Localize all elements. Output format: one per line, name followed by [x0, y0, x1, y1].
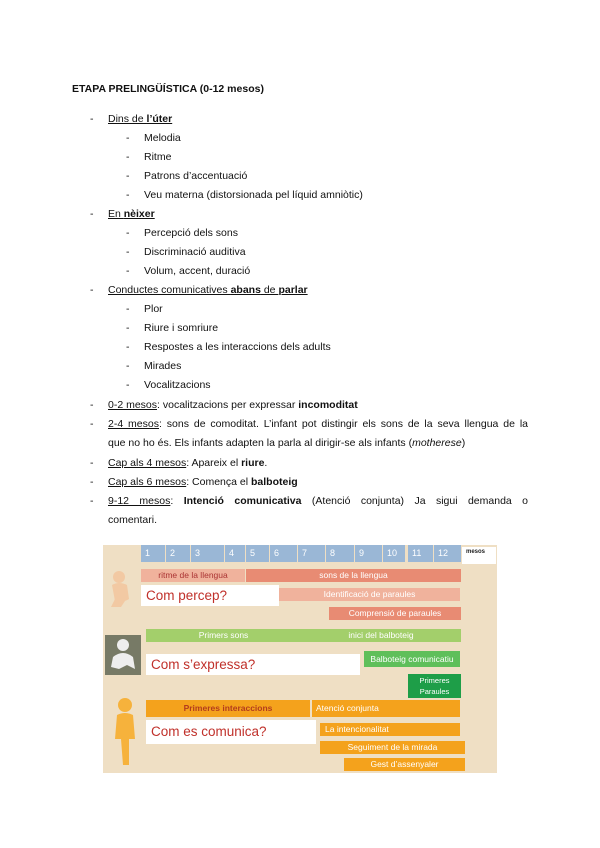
list-item: Respostes a les interaccions dels adults: [144, 341, 331, 353]
question-com-es-comunica: Com es comunica?: [146, 720, 316, 744]
list-item: Melodia: [144, 132, 181, 144]
month-label: 11: [408, 545, 433, 562]
list-item: Ritme: [144, 151, 172, 163]
month-label: 2: [166, 545, 190, 562]
bullet-2-4-line1: 2-4 mesos: sons de comoditat. L’infant pot distingir els sons de la seva llengua de la: [108, 418, 528, 430]
question-com-percep: Com percep?: [141, 585, 279, 606]
month-label: 4: [225, 545, 245, 562]
bullet-6-mesos: Cap als 6 mesos: Comença el balboteig: [108, 476, 298, 488]
month-label: 5: [246, 545, 269, 562]
month-label: 10: [383, 545, 405, 562]
list-item: Plor: [144, 303, 163, 315]
month-label: 1: [141, 545, 165, 562]
month-label: 6: [270, 545, 297, 562]
bar-comprensio-paraules: Comprensió de paraules: [329, 607, 461, 620]
list-item: Percepció dels sons: [144, 227, 238, 239]
bar-inici-balboteig: inici del balboteig: [301, 629, 461, 642]
bar-primers-sons: Primers sons: [146, 629, 301, 642]
page-title: ETAPA PRELINGÜÍSTICA (0-12 mesos): [72, 83, 264, 95]
bar-primeres-interaccions: Primeres interaccions: [146, 700, 310, 717]
month-label: 9: [355, 545, 382, 562]
list-item: Volum, accent, duració: [144, 265, 251, 277]
section-heading: Conductes comunicatives abans de parlar: [108, 284, 308, 296]
months-axis-label: mesos: [466, 549, 486, 555]
month-label: 12: [434, 545, 461, 562]
bullet-9-12-line2: comentari.: [108, 514, 158, 526]
bullet-0-2: 0-2 mesos: vocalitzacions per expressar incomoditat: [108, 399, 358, 411]
month-label: 8: [326, 545, 354, 562]
section-heading: En nèixer: [108, 208, 155, 220]
development-timeline-figure: [103, 545, 497, 773]
bullet-2-4-line2: que no ho és. Els infants adapten la parla al dirigir-se als infants (motherese): [108, 437, 466, 449]
toddler-standing-icon: [111, 695, 141, 769]
list-item: Mirades: [144, 360, 182, 372]
bar-primeres-paraules: Primeres Paraules: [408, 674, 461, 698]
bar-atencio-conjunta: Atenció conjunta: [312, 700, 460, 717]
list-item: Veu materna (distorsionada pel líquid amniòtic): [144, 189, 363, 201]
month-label: 7: [298, 545, 325, 562]
section-heading: Dins de l’úter: [108, 113, 173, 125]
baby-crawling-icon: [105, 635, 141, 675]
list-item: Riure i somriure: [144, 322, 219, 334]
question-com-sexpressa: Com s’expressa?: [146, 654, 360, 675]
bar-identificacio-paraules: Identificació de paraules: [279, 588, 460, 601]
bar-sons-llengua: sons de la llengua: [246, 569, 461, 582]
baby-sitting-icon: [107, 569, 139, 609]
bar-gest-assenyaler: Gest d’assenyaler: [344, 758, 465, 771]
list-item: Discriminació auditiva: [144, 246, 246, 258]
bar-ritme-llengua: ritme de la llengua: [141, 569, 245, 582]
list-item: Patrons d’accentuació: [144, 170, 248, 182]
bullet-4-mesos: Cap als 4 mesos: Apareix el riure.: [108, 457, 268, 469]
bar-seguiment-mirada: Seguiment de la mirada: [320, 741, 465, 754]
month-label: 3: [191, 545, 224, 562]
bullet-9-12-line1: 9-12 mesos: Intenció comunicativa (Atenció conjunta) Ja sigui demanda o: [108, 495, 528, 507]
bar-intencionalitat: La intencionalitat: [320, 723, 460, 736]
bar-balboteig-comunicatiu: Balboteig comunicatiu: [364, 651, 460, 667]
list-item: Vocalitzacions: [144, 379, 211, 391]
list-item: -: [90, 113, 94, 125]
